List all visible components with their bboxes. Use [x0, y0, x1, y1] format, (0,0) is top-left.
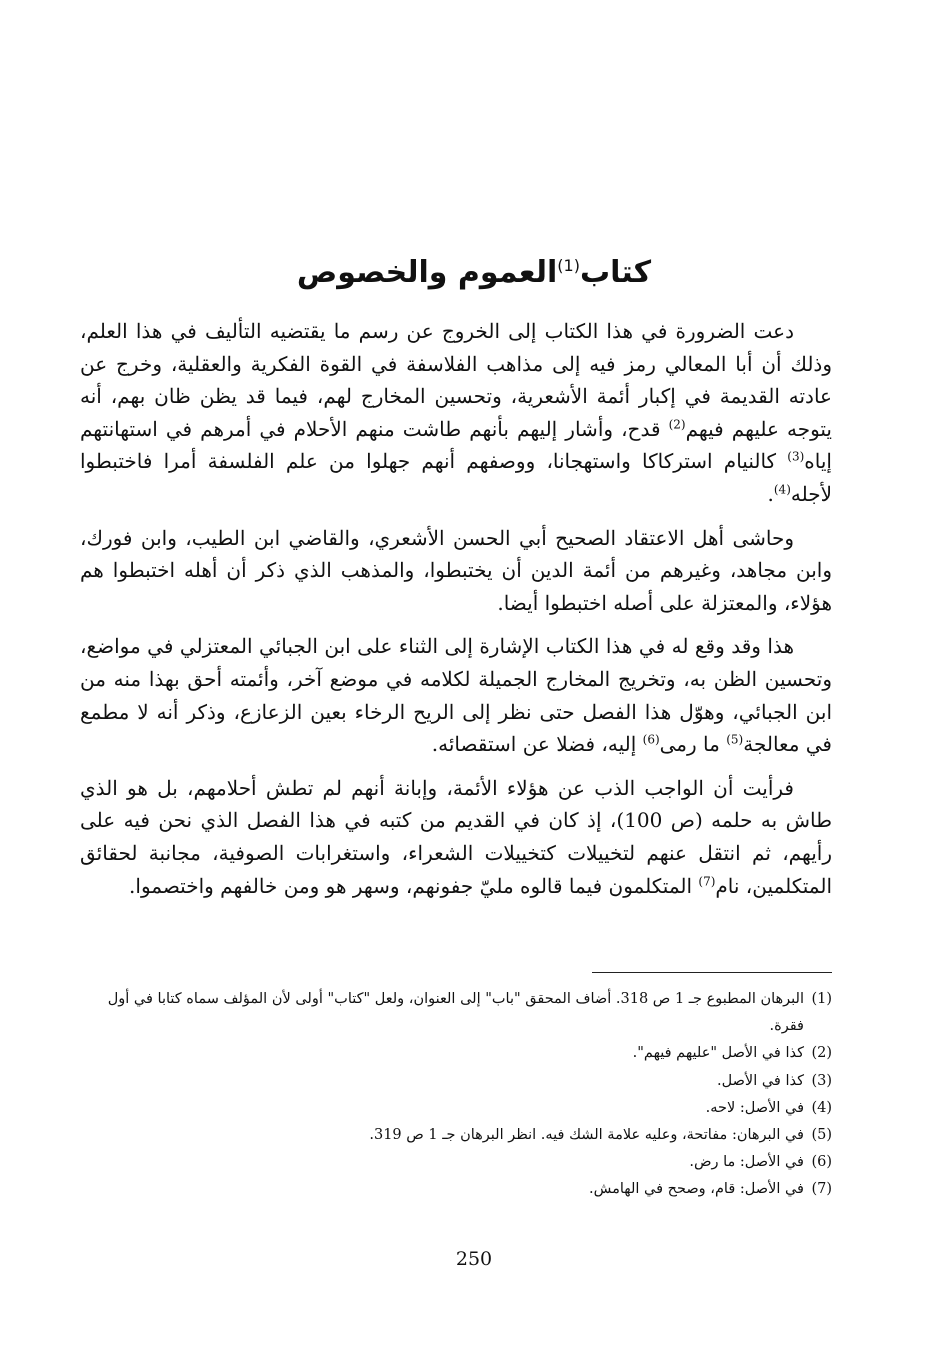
footnote-text: كذا في الأصل.	[717, 1072, 804, 1089]
footnote-marker: (6)	[642, 732, 660, 747]
footnote-number: (5)	[811, 1127, 832, 1144]
paragraph-text: هذا وقد وقع له في هذا الكتاب الإشارة إلى الثناء على ابن الجبائي المعتزلي في مواضع، وتحسين الظن به، وتخريج المخارج الجميلة لكلامه في موضع آخر، وأئمته أحق بهذا منه من ابن الجبائي، وهوّل هذا الفصل حتى نظر إلى الريح الرخاء بعين الزعازع، وذكر أنه لا مطمع في معالجة	[80, 634, 832, 757]
paragraph-3	[80, 630, 832, 760]
footnote-divider	[592, 972, 832, 973]
paragraph-text: ما رمى	[659, 732, 727, 757]
footnote-number: (6)	[811, 1154, 832, 1171]
footnote-marker: (5)	[726, 732, 744, 747]
paragraph-4	[80, 772, 832, 902]
footnote-2	[80, 1040, 832, 1067]
footnote-text: في البرهان: مفاتحة، وعليه علامة الشك فيه. انظر البرهان جـ 1 ص 319.	[369, 1127, 804, 1144]
main-text	[80, 315, 832, 913]
footnote-marker: (4)	[773, 482, 791, 497]
paragraph-text: إليه، فضلا عن استقصائه.	[431, 732, 643, 757]
footnote-marker: (7)	[698, 873, 716, 888]
footnote-number: (3)	[811, 1072, 832, 1089]
footnote-4	[80, 1095, 832, 1122]
footnote-text: في الأصل: قام، وصحح في الهامش.	[588, 1181, 804, 1198]
paragraph-text: .	[767, 481, 774, 506]
footnote-number: (7)	[811, 1181, 832, 1198]
paragraph-2	[80, 522, 832, 620]
title-subject: العموم والخصوص	[296, 255, 558, 291]
footnote-number: (1)	[811, 991, 832, 1007]
footnote-text: في الأصل: لاحه.	[705, 1099, 804, 1116]
footnote-3	[80, 1068, 832, 1095]
footnotes	[80, 986, 832, 1204]
footnote-text: في الأصل: ما رض.	[689, 1154, 804, 1171]
footnote-7	[80, 1176, 832, 1203]
paragraph-text: دعت الضرورة في هذا الكتاب إلى الخروج عن رسم ما يقتضيه التأليف في هذا العلم، وذلك أن أبا المعالي رمز فيه إلى مذاهب الفلاسفة في القوة الفكرية والعقلية، وخرج عن عادته القديمة في إكبار أئمة الأشعرية، وتحسين المخارج لهم، فيما قد يظن ظان بهم، أنه يتوجه عليهم فيهم	[80, 319, 833, 441]
paragraph-text: وحاشى أهل الاعتقاد الصحيح أبي الحسن الأشعري، والقاضي ابن الطيب، وابن فورك، وابن مجاهد، وغيرهم من أئمة الدين أن يختبطوا، والمذهب الذي ذكر أن أهله اختبطوا هم هؤلاء، والمعتزلة على أصله اختبطوا أيضا.	[80, 525, 832, 615]
chapter-title	[0, 248, 948, 298]
paragraph-text: المتكلمون فيما قالوه مليّ جفونهم، وسهر هو ومن خالفهم واختصموا.	[129, 873, 699, 898]
title-word-kitab: كتاب	[579, 255, 652, 291]
paragraph-text: قدح، وأشار إليهم بأنهم طاشت منهم الأحلام في أمرهم في استهانتهم إياه	[80, 416, 832, 474]
footnote-marker: (2)	[668, 417, 686, 432]
footnote-text: كذا في الأصل "عليهم فيهم".	[632, 1045, 804, 1062]
title-footnote-marker: (1)	[557, 256, 580, 276]
footnote-6	[80, 1149, 832, 1176]
footnote-5	[80, 1122, 832, 1149]
paragraph-1	[80, 315, 832, 511]
page-number: 250	[455, 1248, 493, 1270]
footnote-number: (2)	[811, 1045, 832, 1062]
paragraph-text: كالنيام استركاكا واستهجانا، ووصفهم أنهم جهلوا من علم الفلسفة أمرا فاختبطوا لأجله	[80, 449, 832, 506]
footnote-number: (4)	[811, 1099, 832, 1116]
paragraph-text: فرأيت أن الواجب الذب عن هؤلاء الأئمة، وإبانة أنهم لم تطش أحلامهم، بل هو الذي طاش به حلمه (ص 100)، إذ كان في القديم من كتبه في هذا الفصل الذي نحن فيه على رأيهم، ثم انتقل عنهم لتخييلات كتخييلات الشعراء، واستغرابات الصوفية، مجانبة لحقائق المتكلمين، نام	[80, 775, 832, 898]
footnote-text: البرهان المطبوع جـ 1 ص 318. أضاف المحقق "باب" إلى العنوان، ولعل "كتاب" أولى لأن المؤلف سماه كتابا في أول فقرة.	[107, 991, 804, 1035]
footnote-marker: (3)	[787, 449, 805, 464]
footnote-1	[80, 986, 832, 1040]
